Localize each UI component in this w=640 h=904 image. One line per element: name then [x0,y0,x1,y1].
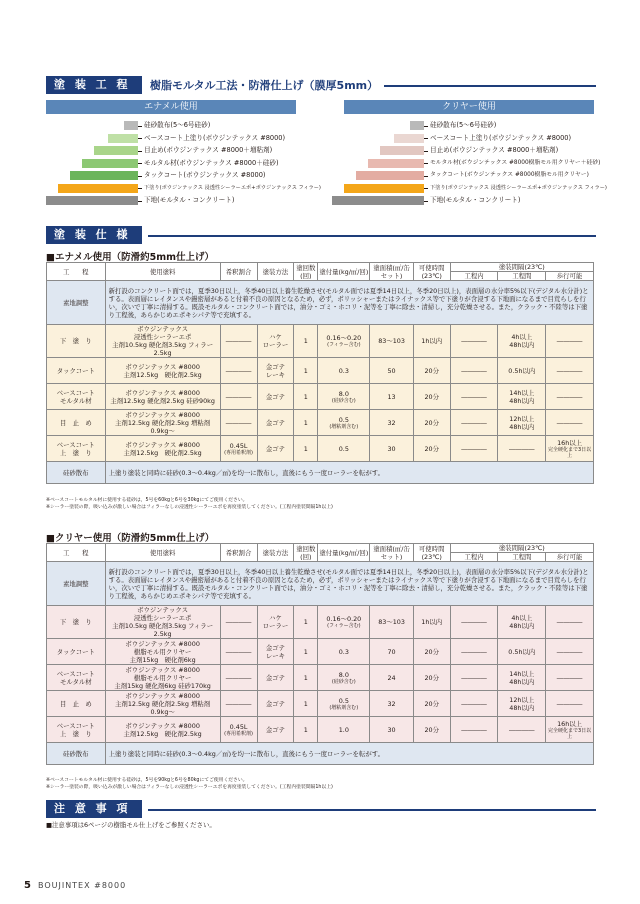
row-between: 12h以上 48h以内 [498,691,546,717]
row-process: ベースコート モルタル材 [47,665,106,691]
cell-note: (増粘剤含む) [329,704,359,711]
layer-swatch [410,121,424,130]
row-pot-life: 20分 [413,639,450,665]
row-in-process: ―――― [450,436,498,462]
header-amount: 塗付量(kg/㎡/回) [318,544,370,562]
row-dilution: 0.45L (専用希釈剤) [220,717,257,743]
row-method: 金ゴテ [257,384,294,410]
header-amount: 塗付量(kg/㎡/回) [318,263,370,281]
caution-note: ■注意事項は6ページの樹脂モル仕上げをご参照ください。 [46,821,216,829]
table-row [47,606,594,639]
row-amount: 0.16～0.20 (フィラー含む) [318,606,370,639]
row-method: 金ゴテ [257,436,294,462]
section-header-process [46,76,596,94]
row-material: ボウジンテックス #8000 樹脂モル用クリヤー 主剤15kg 硬化剤6kg 硅砂170kg [105,665,220,691]
row-dilution: ―――― [220,665,257,691]
row-method: 金ゴテ [257,410,294,436]
row-count: 1 [294,325,318,358]
row-amount: 8.0 (硅砂含む) [318,665,370,691]
header-process: 工 程 [47,263,106,281]
layer-swatch [94,146,138,155]
section-title: 塗 装 工 程 [46,76,142,94]
section-title: 塗 装 仕 様 [46,226,142,244]
header-row [47,544,594,553]
layer-label: タックコート(ボウジンテックス #8000樹脂モル用クリヤー) [430,172,589,178]
row-process: 硅砂散布 [47,743,106,765]
leader-line [424,138,428,139]
row-count: 1 [294,410,318,436]
header-row [47,263,594,272]
row-count: 1 [294,639,318,665]
row-material: ボウジンテックス 浸透性シーラーエポ 主剤10.5kg 硬化剤3.5kg フィラー2.5kg [105,606,220,639]
layer-swatch [356,171,424,180]
header-area: 塗面積(㎡/缶セット) [370,544,413,562]
row-pot-life: 1h以内 [413,606,450,639]
cell-note: (増粘剤含む) [329,423,359,430]
row-count: 1 [294,358,318,384]
enamel-note-1: ※ベースコートモルタル材に使用する硅砂は，5号を60kgと6号を30kgにてご使用ください。 [46,498,248,503]
divider [384,85,596,87]
row-in-process: ―――― [450,717,498,743]
row-in-process: ―――― [450,384,498,410]
row-method: 金ゴテ [257,691,294,717]
header-method: 塗装方法 [257,263,294,281]
row-pot-life: 20分 [413,410,450,436]
prep-text: 新打設のコンクリート面では，夏季30日以上，冬季40日以上養生乾燥させ(モルタル面では夏季14日以上，冬季20日以上)，表面層の水分率5%以下(デジタル水分計)とする。表面層にレイタンスや鏝密層があると付着不良の原因となるため，必ず，ポリッシャーまたはライナックス等で下塗りが含浸する下地面になるまで目荒らしを行い，次いで丁寧に清掃する。既設モルタル・コンクリート面では，油分・ゴミ・ホコリ・泥等を丁寧に除去・清掃し，充分乾燥させる。また，クラック・不陸等は下塗り工程後，あらかじめエポキシパテ等で充填する。 [105,281,593,325]
row-amount: 0.16～0.20 (フィラー含む) [318,325,370,358]
layer-swatch [70,171,138,180]
leader-line [424,201,428,202]
clear-diagram-header: クリヤー使用 [344,100,594,114]
row-material: ボウジンテックス #8000 主剤12.5kg 硬化剤2.5kg [105,358,220,384]
row-between: 0.5h以内 [498,639,546,665]
section-header-spec [46,226,596,244]
row-amount: 0.3 [318,639,370,665]
row-pot-life: 20分 [413,691,450,717]
layer-label: 下地(モルタル・コンクリート) [144,196,235,204]
row-between: 4h以上 48h以内 [498,325,546,358]
layer-label: モルタル材(ボウジンテックス #8000樹脂モル用クリヤー＋硅砂) [430,159,601,166]
leader-line [424,126,428,127]
page-number: 5 [24,880,32,891]
table-row [47,436,594,462]
cell-note: (硅砂含む) [331,678,356,685]
row-dilution: ―――― [220,358,257,384]
row-pot-life: 20分 [413,717,450,743]
layer-swatch [344,184,424,193]
clear-note-1: ※ベースコートモルタル材に使用する硅砂は，5号を90kgと6号を80kgにてご使用ください。 [46,778,248,783]
header-dilution: 希釈割合 [220,544,257,562]
row-method: 金ゴテ レーキ [257,358,294,384]
divider [148,809,596,811]
table-row [47,665,594,691]
row-process: ベースコート モルタル材 [47,384,106,410]
header-interval: 塗装間隔(23℃) [450,544,593,553]
leader-line [138,176,142,177]
row-material: ボウジンテックス #8000 主剤12.5kg 硬化剤2.5kg [105,436,220,462]
row-material: ボウジンテックス #8000 主剤12.5kg 硬化剤2.5kg 増粘剤0.9kg～ [105,410,220,436]
row-walk: ―――― [546,384,594,410]
header-material: 使用塗料 [105,263,220,281]
table-row [47,358,594,384]
cell-note: (フィラー含む) [327,342,361,348]
row-area: 32 [370,691,413,717]
row-method: 金ゴテ [257,665,294,691]
row-dilution: ―――― [220,384,257,410]
layer-swatch [368,159,424,168]
header-pot-life: 可使時間(23℃) [413,544,450,562]
table-row [47,325,594,358]
row-amount: 1.0 [318,717,370,743]
layer-swatch [46,196,138,205]
row-pot-life: 1h以内 [413,325,450,358]
row-material: ボウジンテックス #8000 主剤12.5kg 硬化剤2.5kg 増粘剤0.9kg～ [105,691,220,717]
header-between: 工程間 [498,553,546,562]
layer-label: タックコート(ボウジンテックス #8000) [144,171,266,179]
row-area: 50 [370,358,413,384]
leader-line [424,176,428,177]
row-area: 83～103 [370,325,413,358]
layer-label: 下塗り(ボウジンテックス 浸透性シーラーエポ+ボウジンテックス フィラー) [430,184,607,191]
layer-label: 硅砂散布(5～6号硅砂) [430,121,497,129]
header-area: 塗面積(㎡/缶セット) [370,263,413,281]
row-count: 1 [294,665,318,691]
row-in-process: ―――― [450,691,498,717]
enamel-spec-table [46,262,594,484]
row-pot-life: 20分 [413,358,450,384]
row-area: 32 [370,410,413,436]
leader-line [138,188,142,189]
table-row [47,639,594,665]
row-amount: 8.0 (硅砂含む) [318,384,370,410]
prep-text: 新打設のコンクリート面では，夏季30日以上，冬季40日以上養生乾燥させ(モルタル面では夏季14日以上，冬季20日以上)，表面層の水分率5%以下(デジタル水分計)とする。表面層にレイタンスや鏝密層があると付着不良の原因となるため，必ず，ポリッシャーまたはライナックス等で下塗りが含浸する下地面になるまで目荒らしを行い，次いで丁寧に清掃する。既設モルタル・コンクリート面では，油分・ゴミ・ホコリ・泥等を丁寧に除去・清掃し，充分乾燥させる。また，クラック・不陸等は下塗り工程後，あらかじめエポキシパテ等で充填する。 [105,562,593,606]
row-between: 12h以上 48h以内 [498,410,546,436]
row-material: ボウジンテックス #8000 樹脂モル用クリヤー 主剤15kg 硬化剤6kg [105,639,220,665]
row-area: 13 [370,384,413,410]
row-in-process: ―――― [450,325,498,358]
row-walk: ―――― [546,639,594,665]
row-process: 硅砂散布 [47,462,106,484]
leader-line [138,151,142,152]
header-in-process: 工程内 [450,272,498,281]
row-between: 14h以上 48h以内 [498,665,546,691]
layer-swatch [58,184,138,193]
leader-line [424,163,428,164]
leader-line [138,126,142,127]
header-pot-life: 可使時間(23℃) [413,263,450,281]
row-dilution: ―――― [220,606,257,639]
row-process: 下 塗 り [47,606,106,639]
row-walk: 16h以上 完全硬化まで3日以上 [546,436,594,462]
row-walk: ―――― [546,691,594,717]
layer-label: モルタル材(ボウジンテックス #8000＋硅砂) [144,158,279,167]
enamel-table-title: ■エナメル使用（防滑約5mm仕上げ） [46,252,215,263]
row-method: 金ゴテ [257,717,294,743]
row-between: 0.5h以内 [498,358,546,384]
row-material: ボウジンテックス 浸透性シーラーエポ 主剤10.5kg 硬化剤3.5kg フィラー2.5kg [105,325,220,358]
row-process: 目 止 め [47,410,106,436]
row-dilution: 0.45L (専用希釈剤) [220,436,257,462]
row-area: 30 [370,717,413,743]
row-area: 83～103 [370,606,413,639]
row-area: 70 [370,639,413,665]
row-process: 素地調整 [47,281,106,325]
cell-note: 完全硬化まで3日以上 [547,727,592,740]
cell-note: (フィラー含む) [327,623,361,629]
layer-label: 目止め(ボウジンテックス #8000＋増粘剤) [144,146,273,154]
row-pot-life: 20分 [413,384,450,410]
row-process: 下 塗 り [47,325,106,358]
row-area: 30 [370,436,413,462]
row-amount: 0.5 [318,436,370,462]
row-process: ベースコート 上 塗 り [47,436,106,462]
row-count: 1 [294,717,318,743]
section-header-caution [46,800,596,818]
leader-line [138,163,142,164]
row-method: ハケ ローラー [257,325,294,358]
layer-label: 下地(モルタル・コンクリート) [430,196,521,204]
row-count: 1 [294,606,318,639]
row-walk: ―――― [546,606,594,639]
table-row [47,717,594,743]
layer-label: ベースコート上塗り(ボウジンテックス #8000) [144,133,286,142]
header-in-process: 工程内 [450,553,498,562]
brand-name: BOUJINTEX #8000 [37,881,127,890]
row-between: ―――― [498,436,546,462]
row-process: 素地調整 [47,562,106,606]
row-in-process: ―――― [450,410,498,436]
clear-note-2: ※シーラー塗装の際，吸い込みが激しい場合はフィラーなしの浸透性シーラーエポを再度塗装してください。(工程内塗装間隔1h以上) [46,785,333,790]
section-title: 注 意 事 項 [46,800,142,818]
table-row [47,462,594,484]
header-count: 塗回数(回) [294,263,318,281]
cell-note: (専用希釈剤) [224,730,254,737]
layer-label: 硅砂散布(5～6号硅砂) [144,121,211,129]
header-walk: 歩行可能 [546,553,594,562]
header-material: 使用塗料 [105,544,220,562]
row-method: ハケ ローラー [257,606,294,639]
table-row [47,691,594,717]
enamel-diagram-header: エナメル使用 [46,100,296,114]
row-process: ベースコート 上 塗 り [47,717,106,743]
cell-note: (専用希釈剤) [224,449,254,456]
sand-text: 上塗り塗装と同時に硅砂(0.3～0.4kg／㎡)を均一に散布し，直後にもう一度ローラーを転がす。 [105,743,593,765]
header-walk: 歩行可能 [546,272,594,281]
row-dilution: ―――― [220,639,257,665]
layer-swatch [124,121,138,130]
table-row [47,281,594,325]
row-in-process: ―――― [450,639,498,665]
row-process: タックコート [47,358,106,384]
table-row [47,410,594,436]
row-count: 1 [294,436,318,462]
layer-swatch [82,159,138,168]
row-amount: 0.5 (増粘剤含む) [318,691,370,717]
row-between: 14h以上 48h以内 [498,384,546,410]
row-method: 金ゴテ レーキ [257,639,294,665]
row-in-process: ―――― [450,606,498,639]
row-dilution: ―――― [220,691,257,717]
clear-spec-table [46,543,594,765]
divider [148,235,596,237]
row-walk: ―――― [546,665,594,691]
layer-swatch [108,134,138,143]
table-row [47,384,594,410]
layer-swatch [332,196,424,205]
row-between: ―――― [498,717,546,743]
cell-note: 完全硬化まで3日以上 [547,446,592,459]
header-between: 工程間 [498,272,546,281]
layer-label: 目止め(ボウジンテックス #8000＋増粘剤) [430,146,559,154]
section-subtitle: 樹脂モルタル工法・防滑仕上げ（膜厚5mm） [150,79,379,92]
enamel-note-2: ※シーラー塗装の際，吸い込みが激しい場合はフィラーなしの浸透性シーラーエポを再度塗装してください。(工程内塗装間隔1h以上) [46,505,333,510]
row-between: 4h以上 48h以内 [498,606,546,639]
row-walk: ―――― [546,325,594,358]
page-footer [24,880,126,891]
header-method: 塗装方法 [257,544,294,562]
row-amount: 0.3 [318,358,370,384]
leader-line [424,151,428,152]
row-in-process: ―――― [450,665,498,691]
row-material: ボウジンテックス #8000 主剤12.5kg 硬化剤2.5kg [105,717,220,743]
table-row [47,562,594,606]
table-row [47,743,594,765]
row-area: 24 [370,665,413,691]
leader-line [138,201,142,202]
sand-text: 上塗り塗装と同時に硅砂(0.3～0.4kg／㎡)を均一に散布し，直後にもう一度ローラーを転がす。 [105,462,593,484]
header-count: 塗回数(回) [294,544,318,562]
layer-swatch [380,146,424,155]
header-interval: 塗装間隔(23℃) [450,263,593,272]
row-walk: ―――― [546,358,594,384]
row-count: 1 [294,384,318,410]
row-walk: ―――― [546,410,594,436]
row-walk: 16h以上 完全硬化まで3日以上 [546,717,594,743]
row-process: タックコート [47,639,106,665]
leader-line [424,188,428,189]
row-pot-life: 20分 [413,436,450,462]
row-in-process: ―――― [450,358,498,384]
row-material: ボウジンテックス #8000 主剤12.5kg 硬化剤2.5kg 硅砂90kg [105,384,220,410]
clear-table-title: ■クリヤー使用（防滑約5mm仕上げ） [46,533,215,544]
layer-swatch [394,134,424,143]
row-amount: 0.5 (増粘剤含む) [318,410,370,436]
row-process: 目 止 め [47,691,106,717]
row-pot-life: 20分 [413,665,450,691]
leader-line [138,138,142,139]
header-process: 工 程 [47,544,106,562]
layer-label: ベースコート上塗り(ボウジンテックス #8000) [430,133,572,142]
row-dilution: ―――― [220,325,257,358]
cell-note: (硅砂含む) [331,397,356,404]
layer-label: 下塗り(ボウジンテックス 浸透性シーラーエポ+ボウジンテックス フィラー) [144,184,321,191]
row-count: 1 [294,691,318,717]
row-dilution: ―――― [220,410,257,436]
header-dilution: 希釈割合 [220,263,257,281]
